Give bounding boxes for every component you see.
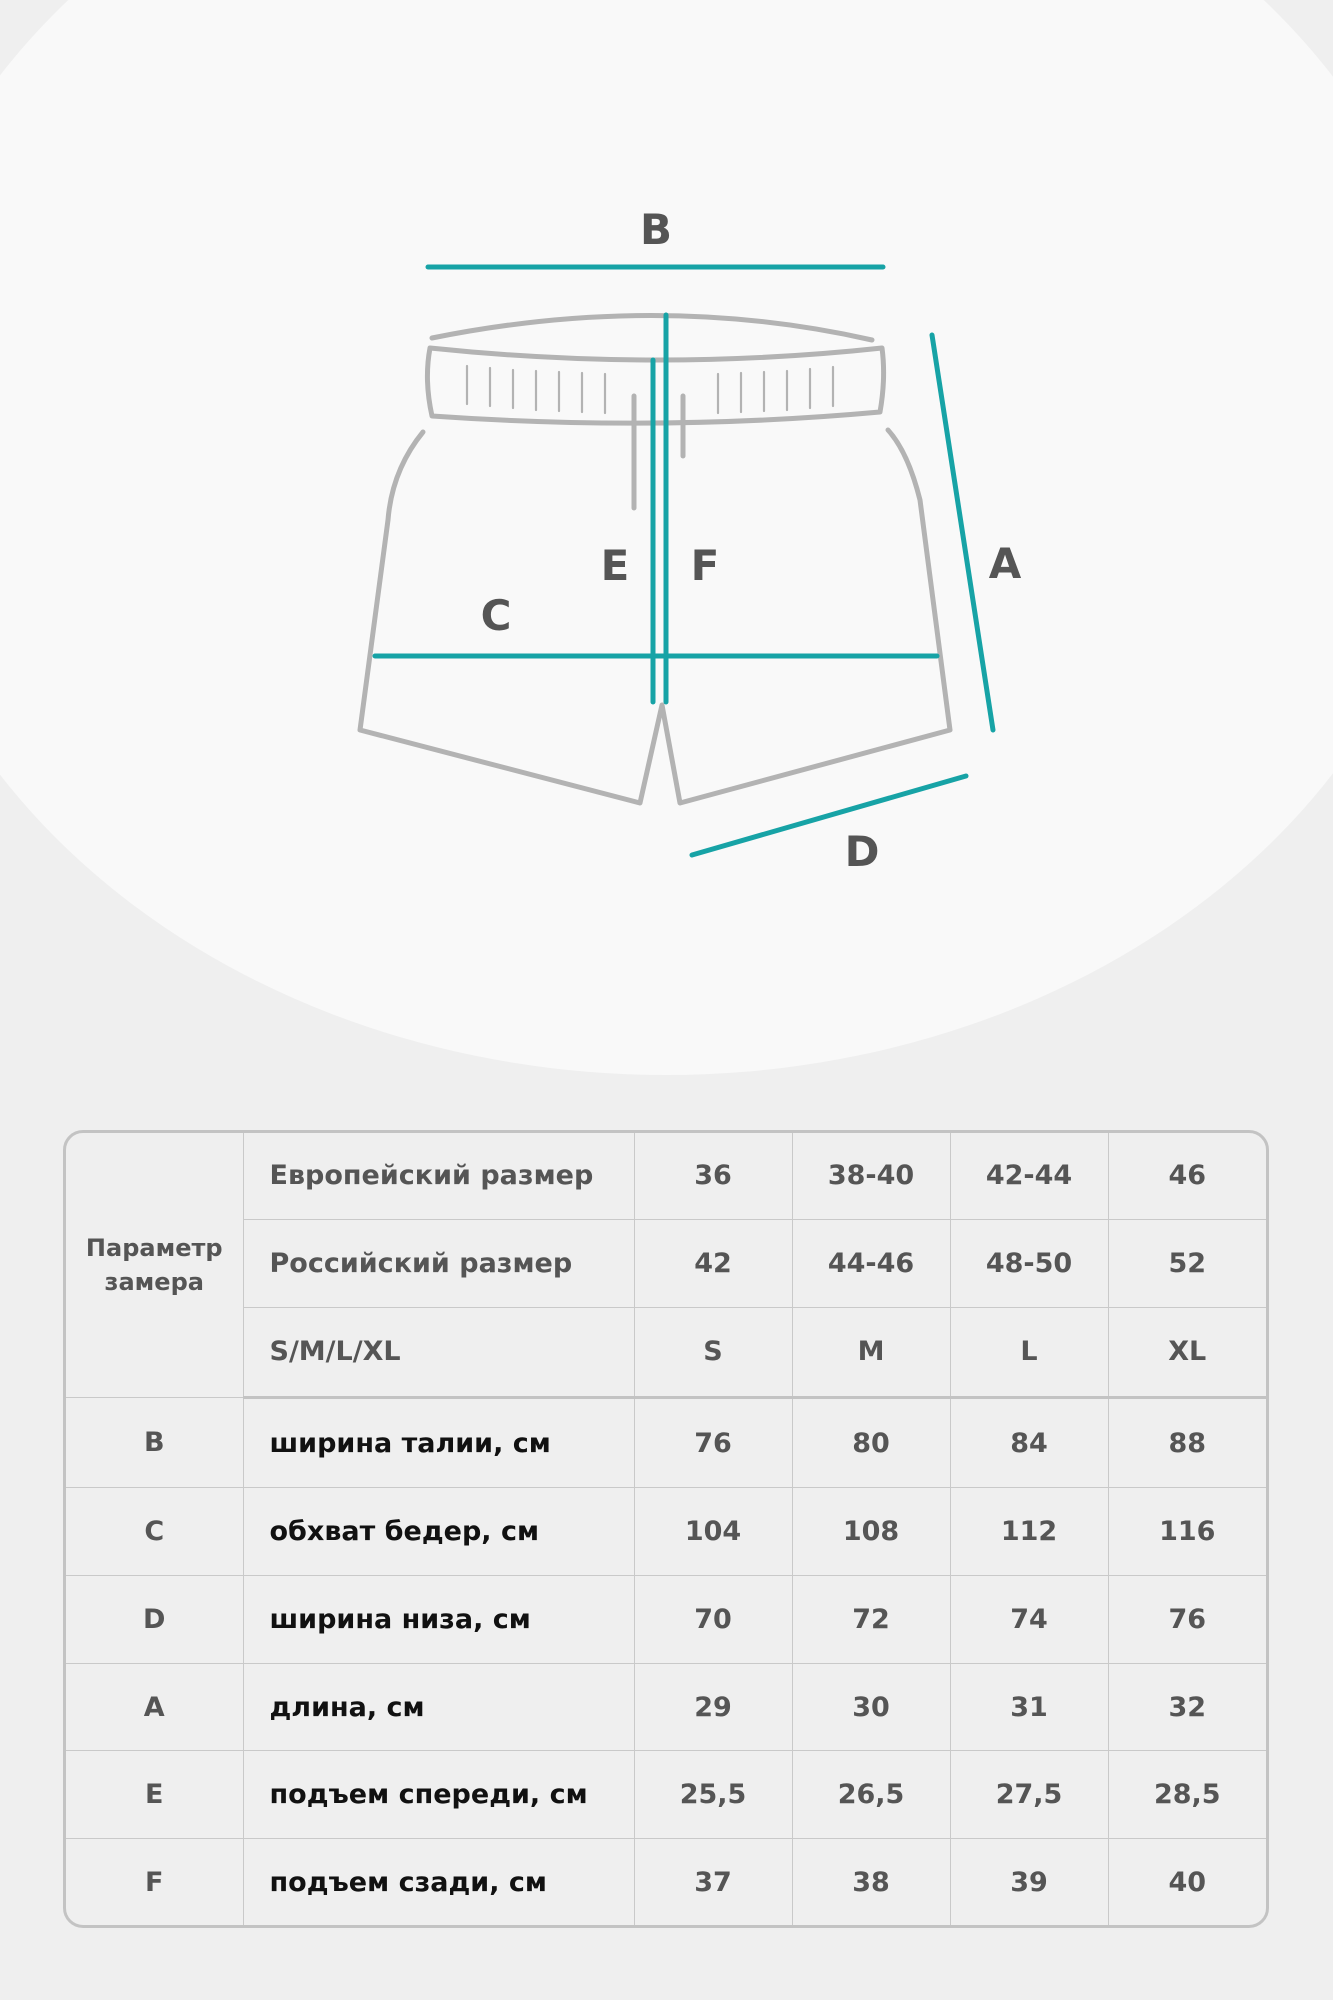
header-row-ru [66,1219,1266,1307]
header-cell: S [634,1307,792,1397]
header-cell: 42-44 [950,1133,1108,1219]
param-code: F [66,1839,243,1925]
param-code: B [66,1397,243,1487]
header-cell: 48-50 [950,1219,1108,1307]
value-cell: 38 [792,1839,950,1925]
value-cell: 27,5 [950,1751,1108,1839]
table-row [66,1839,1266,1925]
value-cell: 28,5 [1108,1751,1266,1839]
table-row [66,1751,1266,1839]
header-label: S/M/L/XL [243,1307,634,1397]
size-table-grid [66,1133,1266,1925]
value-cell: 84 [950,1397,1108,1487]
header-cell: XL [1108,1307,1266,1397]
value-cell: 104 [634,1488,792,1576]
value-cell: 112 [950,1488,1108,1576]
param-code: D [66,1576,243,1664]
value-cell: 72 [792,1576,950,1664]
table-row [66,1397,1266,1487]
param-name: ширина низа, см [243,1576,634,1664]
label-f: F [690,541,720,590]
label-c: C [480,591,512,640]
header-label: Европейский размер [243,1133,634,1219]
header-row-letter [66,1307,1266,1397]
table-row [66,1488,1266,1576]
param-name: длина, см [243,1663,634,1751]
label-b: B [639,205,673,254]
value-cell: 116 [1108,1488,1266,1576]
header-cell: 46 [1108,1133,1266,1219]
value-cell: 26,5 [792,1751,950,1839]
header-row-eu [66,1133,1266,1219]
value-cell: 76 [1108,1576,1266,1664]
param-name: подъем сзади, см [243,1839,634,1925]
header-cell: L [950,1307,1108,1397]
header-cell: 42 [634,1219,792,1307]
value-cell: 25,5 [634,1751,792,1839]
value-cell: 40 [1168,1866,1207,1898]
table-row [66,1663,1266,1751]
header-cell: 38-40 [792,1133,950,1219]
header-cell: 52 [1108,1219,1266,1307]
value-cell: 37 [634,1839,792,1925]
value-cell: 108 [792,1488,950,1576]
value-cell: 32 [1108,1663,1266,1751]
param-name: обхват бедер, см [243,1488,634,1576]
label-a: A [988,539,1022,588]
header-cell: M [792,1307,950,1397]
param-code: E [66,1751,243,1839]
value-cell: 30 [792,1663,950,1751]
param-code: A [66,1663,243,1751]
param-name: подъем спереди, см [243,1751,634,1839]
value-cell: 70 [634,1576,792,1664]
value-cell: 88 [1108,1397,1266,1487]
header-cell: 44-46 [792,1219,950,1307]
label-e: E [600,541,630,590]
header-label: Российский размер [243,1219,634,1307]
label-d: D [844,827,880,876]
param-header: Параметр замера [66,1133,243,1397]
value-cell: 31 [950,1663,1108,1751]
size-chart-table [63,1130,1269,1928]
param-name: ширина талии, см [243,1397,634,1487]
value-cell: 76 [634,1397,792,1487]
value-cell: 74 [950,1576,1108,1664]
value-cell: 29 [634,1663,792,1751]
value-cell: 39 [950,1839,1108,1925]
value-cell: 80 [792,1397,950,1487]
param-code: C [66,1488,243,1576]
table-row [66,1576,1266,1664]
header-cell: 36 [634,1133,792,1219]
